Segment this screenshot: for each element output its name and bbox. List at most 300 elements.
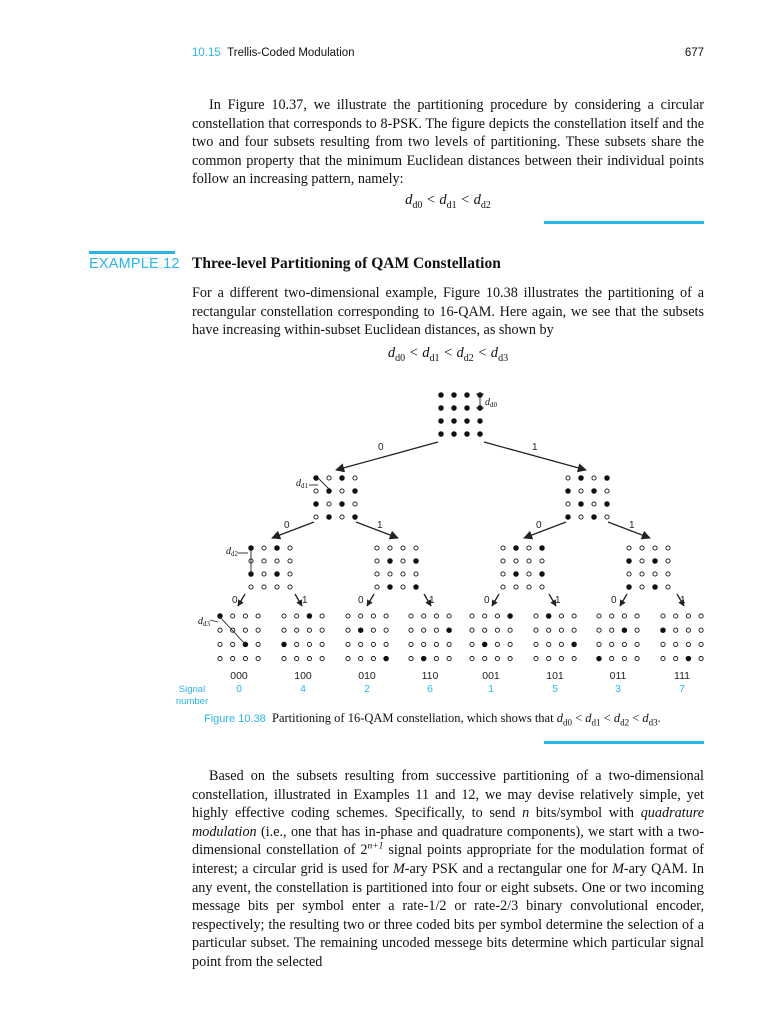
signal-point-open <box>559 657 563 661</box>
signal-point-open <box>401 572 405 576</box>
signal-number: 5 <box>552 683 558 695</box>
signal-label-line1: Signal <box>178 684 206 695</box>
signal-point-open <box>495 642 499 646</box>
signal-point-open <box>401 585 405 589</box>
signal-point-open <box>231 614 235 618</box>
signal-point-open <box>218 657 222 661</box>
subset-level3-7 <box>661 614 704 661</box>
signal-point-open <box>346 628 350 632</box>
bit-label: 1 <box>377 520 383 531</box>
signal-point-open <box>262 585 266 589</box>
bit-label: 0 <box>358 595 364 606</box>
signal-point-open <box>422 628 426 632</box>
signal-point-filled <box>447 628 452 633</box>
signal-point-open <box>534 614 538 618</box>
signal-point-open <box>483 628 487 632</box>
signal-point-open <box>572 628 576 632</box>
signal-point-filled <box>482 642 487 647</box>
signal-number: 0 <box>236 683 242 695</box>
signal-point-open <box>262 572 266 576</box>
signal-point-open <box>495 614 499 618</box>
root-constellation <box>439 393 483 437</box>
bit-label: 1 <box>680 595 686 606</box>
signal-point-open <box>559 628 563 632</box>
signal-number: 6 <box>427 683 433 695</box>
signal-point-open <box>262 559 266 563</box>
signal-point-open <box>401 546 405 550</box>
section-divider-rule <box>544 221 704 224</box>
signal-point-open <box>635 628 639 632</box>
signal-point-filled <box>653 585 658 590</box>
signal-point-filled <box>627 559 632 564</box>
body-var-m: M <box>612 860 624 877</box>
eq1-sub-1: d1 <box>446 199 457 211</box>
signal-point-filled <box>340 502 345 507</box>
signal-point-filled <box>597 656 602 661</box>
signal-point-open <box>666 572 670 576</box>
signal-point-open <box>346 657 350 661</box>
caption-number: Figure 10.38 <box>204 713 266 725</box>
signal-point-open <box>495 657 499 661</box>
signal-point-open <box>547 657 551 661</box>
signal-point-open <box>610 614 614 618</box>
signal-point-open <box>384 614 388 618</box>
signal-point-open <box>422 642 426 646</box>
signal-point-open <box>501 585 505 589</box>
signal-point-open <box>218 628 222 632</box>
signal-point-open <box>307 642 311 646</box>
tree-arrows <box>238 442 684 606</box>
signal-point-open <box>353 476 357 480</box>
signal-point-open <box>447 657 451 661</box>
body-sup: n+1 <box>367 841 384 852</box>
eq1-sub-2: d2 <box>480 199 491 211</box>
signal-point-open <box>371 614 375 618</box>
distance-markers <box>210 394 484 644</box>
signal-point-open <box>243 657 247 661</box>
signal-point-open <box>483 657 487 661</box>
signal-point-filled <box>605 476 610 481</box>
signal-point-open <box>666 546 670 550</box>
signal-point-open <box>346 642 350 646</box>
bit-label: 1 <box>429 595 435 606</box>
cap-sub-3: d3 <box>648 717 658 728</box>
signal-point-filled <box>514 572 519 577</box>
signal-point-open <box>231 657 235 661</box>
signal-point-filled <box>452 406 457 411</box>
signal-number: 4 <box>300 683 306 695</box>
signal-point-open <box>447 642 451 646</box>
signal-point-filled <box>358 628 363 633</box>
signal-point-open <box>640 546 644 550</box>
signal-point-open <box>674 628 678 632</box>
signal-number: 2 <box>364 683 370 695</box>
signal-point-open <box>275 559 279 563</box>
signal-point-open <box>674 614 678 618</box>
cap-sub-2: d2 <box>620 717 630 728</box>
signal-point-open <box>218 642 222 646</box>
signal-point-open <box>243 628 247 632</box>
signal-point-open <box>547 628 551 632</box>
bit-label: 1 <box>555 595 561 606</box>
signal-point-open <box>295 642 299 646</box>
signal-point-open <box>508 657 512 661</box>
signal-point-filled <box>452 432 457 437</box>
signal-point-filled <box>439 406 444 411</box>
signal-point-open <box>434 614 438 618</box>
body-text: -ary QAM. In any event, the constellation is partitioned into four or eight subsets. One or two incoming message bits per symbol enter a rate-1/2 or rate-2/3 binary convolutional encoder, respectively; the resulting two or three coded bits per symbol determine the selection of a particular subset. The remaining uncoded messege bits determine which particular signal point from the selected <box>192 860 704 970</box>
signal-point-open <box>610 642 614 646</box>
signal-point-filled <box>508 614 513 619</box>
signal-point-filled <box>327 515 332 520</box>
signal-point-open <box>501 559 505 563</box>
signal-point-open <box>640 559 644 563</box>
body-term: quadrature modulation <box>192 805 705 840</box>
signal-point-open <box>371 657 375 661</box>
bit-label: 1 <box>302 595 308 606</box>
signal-point-open <box>605 489 609 493</box>
signal-point-open <box>653 572 657 576</box>
signal-point-open <box>661 614 665 618</box>
intro-paragraph: In Figure 10.37, we illustrate the partitioning procedure by considering a circular constellation that corresponds to 8-PSK. The figure depicts the constellation itself and the two and four subsets resulting from two levels of partitioning. These subsets share the common property that the minimum Euclidean distances between their individual points follow an increasing pattern, namely: <box>192 97 704 188</box>
signal-point-open <box>514 585 518 589</box>
subset-code: 000 <box>230 670 248 682</box>
signal-point-open <box>527 559 531 563</box>
signal-point-filled <box>314 476 319 481</box>
signal-point-open <box>627 572 631 576</box>
signal-point-open <box>699 628 703 632</box>
body-text: (i.e., one that has in-phase and quadrature components), we start with a two-dimensional constellation of 2 <box>192 823 704 859</box>
signal-point-open <box>686 628 690 632</box>
signal-point-filled <box>421 656 426 661</box>
signal-point-open <box>346 614 350 618</box>
signal-point-open <box>414 546 418 550</box>
signal-point-open <box>635 614 639 618</box>
signal-point-filled <box>414 585 419 590</box>
signal-point-open <box>622 642 626 646</box>
signal-point-open <box>674 657 678 661</box>
subset-level1-0 <box>314 476 358 520</box>
signal-point-open <box>666 559 670 563</box>
signal-point-open <box>243 614 247 618</box>
arrow-l1-left-2 <box>524 522 566 538</box>
signal-point-filled <box>686 656 691 661</box>
signal-point-open <box>320 628 324 632</box>
signal-point-filled <box>314 502 319 507</box>
signal-point-open <box>434 628 438 632</box>
subset-level1-1 <box>566 476 610 520</box>
signal-point-open <box>508 642 512 646</box>
signal-point-open <box>409 642 413 646</box>
signal-point-filled <box>540 546 545 551</box>
signal-point-open <box>635 657 639 661</box>
signal-point-open <box>534 628 538 632</box>
signal-point-open <box>470 614 474 618</box>
signal-point-filled <box>465 432 470 437</box>
signal-point-open <box>501 546 505 550</box>
signal-point-open <box>622 657 626 661</box>
signal-point-open <box>579 515 583 519</box>
body-var-m: M <box>392 860 405 877</box>
subset-level3-2 <box>346 614 389 661</box>
signal-point-open <box>699 657 703 661</box>
signal-point-open <box>661 657 665 661</box>
signal-point-filled <box>388 585 393 590</box>
subset-level2-11 <box>627 546 670 589</box>
signal-point-open <box>661 642 665 646</box>
subset-code: 101 <box>546 670 564 682</box>
signal-point-open <box>699 614 703 618</box>
signal-point-open <box>288 546 292 550</box>
body-text: -ary PSK and a rectangular one for <box>404 860 613 877</box>
signal-point-filled <box>572 642 577 647</box>
signal-point-open <box>401 559 405 563</box>
signal-point-open <box>307 657 311 661</box>
signal-point-open <box>514 559 518 563</box>
body-var-n: n <box>522 805 530 822</box>
subset-level2-10 <box>501 546 544 589</box>
signal-point-open <box>371 642 375 646</box>
subset-code: 001 <box>482 670 500 682</box>
figure-caption: Figure 10.38 Partitioning of 16-QAM constellation, which shows that $d_{d0} < d_{d1} < d_{d2} < d_{d3}$. <box>204 711 661 728</box>
signal-point-open <box>597 642 601 646</box>
signal-point-open <box>295 628 299 632</box>
signal-point-open <box>434 657 438 661</box>
signal-point-open <box>375 572 379 576</box>
signal-point-open <box>605 515 609 519</box>
signal-point-filled <box>307 614 312 619</box>
signal-label-line2: number <box>175 696 209 707</box>
signal-point-open <box>388 546 392 550</box>
subset-level3-6 <box>597 614 640 661</box>
signal-point-open <box>559 642 563 646</box>
signal-number: 7 <box>679 683 685 695</box>
signal-point-filled <box>653 559 658 564</box>
caption-text: Partitioning of 16-QAM constellation, which shows that <box>272 711 554 725</box>
signal-point-filled <box>465 406 470 411</box>
example-label: EXAMPLE 12 <box>89 256 180 272</box>
signal-point-open <box>340 489 344 493</box>
signal-point-open <box>282 614 286 618</box>
d1-label: $d_{d1}$ <box>296 478 308 490</box>
signal-point-open <box>559 614 563 618</box>
signal-point-open <box>320 657 324 661</box>
signal-point-filled <box>340 476 345 481</box>
signal-point-open <box>610 657 614 661</box>
signal-point-open <box>256 614 260 618</box>
signal-point-open <box>610 628 614 632</box>
signal-point-filled <box>353 515 358 520</box>
d3-pointer <box>210 620 218 622</box>
signal-point-open <box>635 642 639 646</box>
signal-point-open <box>307 628 311 632</box>
signal-point-filled <box>275 572 280 577</box>
running-header <box>192 47 704 63</box>
signal-point-filled <box>579 502 584 507</box>
signal-point-open <box>422 614 426 618</box>
signal-point-open <box>359 614 363 618</box>
signal-point-filled <box>384 656 389 661</box>
signal-point-open <box>527 546 531 550</box>
signal-point-open <box>409 628 413 632</box>
section-number: 10.15 <box>192 47 221 59</box>
signal-point-open <box>231 642 235 646</box>
signal-point-filled <box>622 628 627 633</box>
signal-point-open <box>508 628 512 632</box>
signal-point-open <box>653 546 657 550</box>
subset-code: 110 <box>421 670 439 682</box>
signal-point-filled <box>465 419 470 424</box>
signal-point-open <box>501 572 505 576</box>
signal-point-open <box>320 614 324 618</box>
signal-point-filled <box>605 502 610 507</box>
signal-point-open <box>282 628 286 632</box>
signal-point-open <box>592 502 596 506</box>
signal-point-open <box>579 489 583 493</box>
signal-point-filled <box>661 628 666 633</box>
figure-divider-rule <box>544 741 704 744</box>
signal-point-filled <box>627 585 632 590</box>
page-number: 677 <box>684 47 704 59</box>
eq2-sub-1: d1 <box>429 352 440 364</box>
arrow-l1-left <box>272 522 314 538</box>
signal-point-open <box>640 585 644 589</box>
example-title: Three-level Partitioning of QAM Constellation <box>192 255 501 272</box>
signal-point-open <box>340 515 344 519</box>
signal-point-open <box>256 657 260 661</box>
signal-point-filled <box>566 489 571 494</box>
example-label-rule <box>89 251 175 254</box>
signal-point-filled <box>540 572 545 577</box>
signal-point-open <box>527 572 531 576</box>
cap-sub-0: d0 <box>562 717 572 728</box>
signal-point-open <box>540 585 544 589</box>
signal-point-open <box>384 642 388 646</box>
signal-point-open <box>483 614 487 618</box>
subset-code: 111 <box>674 670 690 682</box>
signal-point-open <box>288 585 292 589</box>
signal-point-open <box>686 642 690 646</box>
subset-level3-4 <box>470 614 513 661</box>
body-text: Based on the subsets resulting from successive partitioning of a two-dimensional constellation, illustrated in Examples 11 and 12, we may devise relatively simple, yet highly effective coding schemes. Specifically, to send <box>192 768 704 822</box>
eq1-sub-0: d0 <box>412 199 423 211</box>
arrow-l2-a <box>238 594 245 606</box>
subset-level2-00 <box>249 546 292 589</box>
equation-1: $d_{d0} < d_{d1} < d_{d2}$ <box>405 192 491 211</box>
signal-point-filled <box>478 432 483 437</box>
signal-point-open <box>592 476 596 480</box>
signal-numbers <box>176 683 685 707</box>
arrow-l2-b <box>295 594 302 606</box>
signal-point-open <box>295 657 299 661</box>
partition-tree-figure <box>0 380 768 712</box>
signal-point-open <box>540 559 544 563</box>
signal-point-open <box>414 572 418 576</box>
signal-point-open <box>384 628 388 632</box>
signal-point-filled <box>353 489 358 494</box>
signal-point-open <box>359 642 363 646</box>
signal-point-open <box>375 559 379 563</box>
example-paragraph: For a different two-dimensional example, Figure 10.38 illustrates the partitioning of a rectangular constellation corresponding to 16-QAM. Here again, we see that the subsets have increasing within-subset Euclidean distances, as shown by <box>192 285 704 339</box>
subset-level3-3 <box>409 614 452 661</box>
signal-point-open <box>534 657 538 661</box>
signal-point-open <box>288 559 292 563</box>
signal-point-open <box>627 546 631 550</box>
signal-point-open <box>566 476 570 480</box>
bit-label: 0 <box>232 595 238 606</box>
signal-point-open <box>686 614 690 618</box>
d2-label: $d_{d2}$ <box>226 546 238 558</box>
signal-point-open <box>622 614 626 618</box>
signal-point-open <box>566 502 570 506</box>
signal-point-filled <box>282 642 287 647</box>
signal-point-filled <box>579 476 584 481</box>
signal-point-open <box>434 642 438 646</box>
section-title: Trellis-Coded Modulation <box>227 47 355 59</box>
signal-point-open <box>447 614 451 618</box>
signal-point-open <box>470 628 474 632</box>
signal-point-open <box>359 657 363 661</box>
bit-label: 0 <box>484 595 490 606</box>
eq2-sub-3: d3 <box>498 352 509 364</box>
branch-labels <box>232 442 686 606</box>
signal-point-open <box>699 642 703 646</box>
signal-point-open <box>275 585 279 589</box>
signal-point-open <box>375 546 379 550</box>
subset-level3-5 <box>534 614 576 661</box>
d0-label: $d_{d0}$ <box>485 397 497 409</box>
body-paragraph <box>192 767 704 972</box>
equation-2: $d_{d0} < d_{d1} < d_{d2} < d_{d3}$ <box>387 345 509 364</box>
signal-point-filled <box>439 432 444 437</box>
signal-number: 3 <box>615 683 621 695</box>
signal-point-open <box>597 628 601 632</box>
signal-point-open <box>572 614 576 618</box>
arrow-l2-e <box>492 594 499 606</box>
signal-point-open <box>295 614 299 618</box>
signal-point-open <box>282 657 286 661</box>
signal-point-open <box>674 642 678 646</box>
signal-point-filled <box>439 419 444 424</box>
bit-label: 1 <box>532 442 538 453</box>
signal-point-filled <box>414 559 419 564</box>
signal-point-open <box>547 642 551 646</box>
signal-point-open <box>256 628 260 632</box>
signal-point-open <box>409 657 413 661</box>
signal-point-filled <box>465 393 470 398</box>
eq2-sub-2: d2 <box>463 352 474 364</box>
signal-point-open <box>314 515 318 519</box>
bit-label: 0 <box>378 442 384 453</box>
signal-point-open <box>470 657 474 661</box>
signal-number: 1 <box>488 683 494 695</box>
signal-point-open <box>288 572 292 576</box>
d3-label: $d_{d3}$ <box>198 616 210 628</box>
arrow-l2-g <box>620 594 627 606</box>
signal-point-filled <box>478 419 483 424</box>
bit-label: 0 <box>611 595 617 606</box>
signal-point-open <box>534 642 538 646</box>
signal-point-filled <box>388 559 393 564</box>
subset-level2-01 <box>375 546 418 589</box>
signal-point-open <box>320 642 324 646</box>
signal-point-open <box>666 585 670 589</box>
body-text: bits/symbol with <box>529 805 641 822</box>
subset-code: 011 <box>609 670 627 682</box>
subset-level3-1 <box>282 614 325 661</box>
section-heading <box>192 47 355 59</box>
signal-point-open <box>495 628 499 632</box>
